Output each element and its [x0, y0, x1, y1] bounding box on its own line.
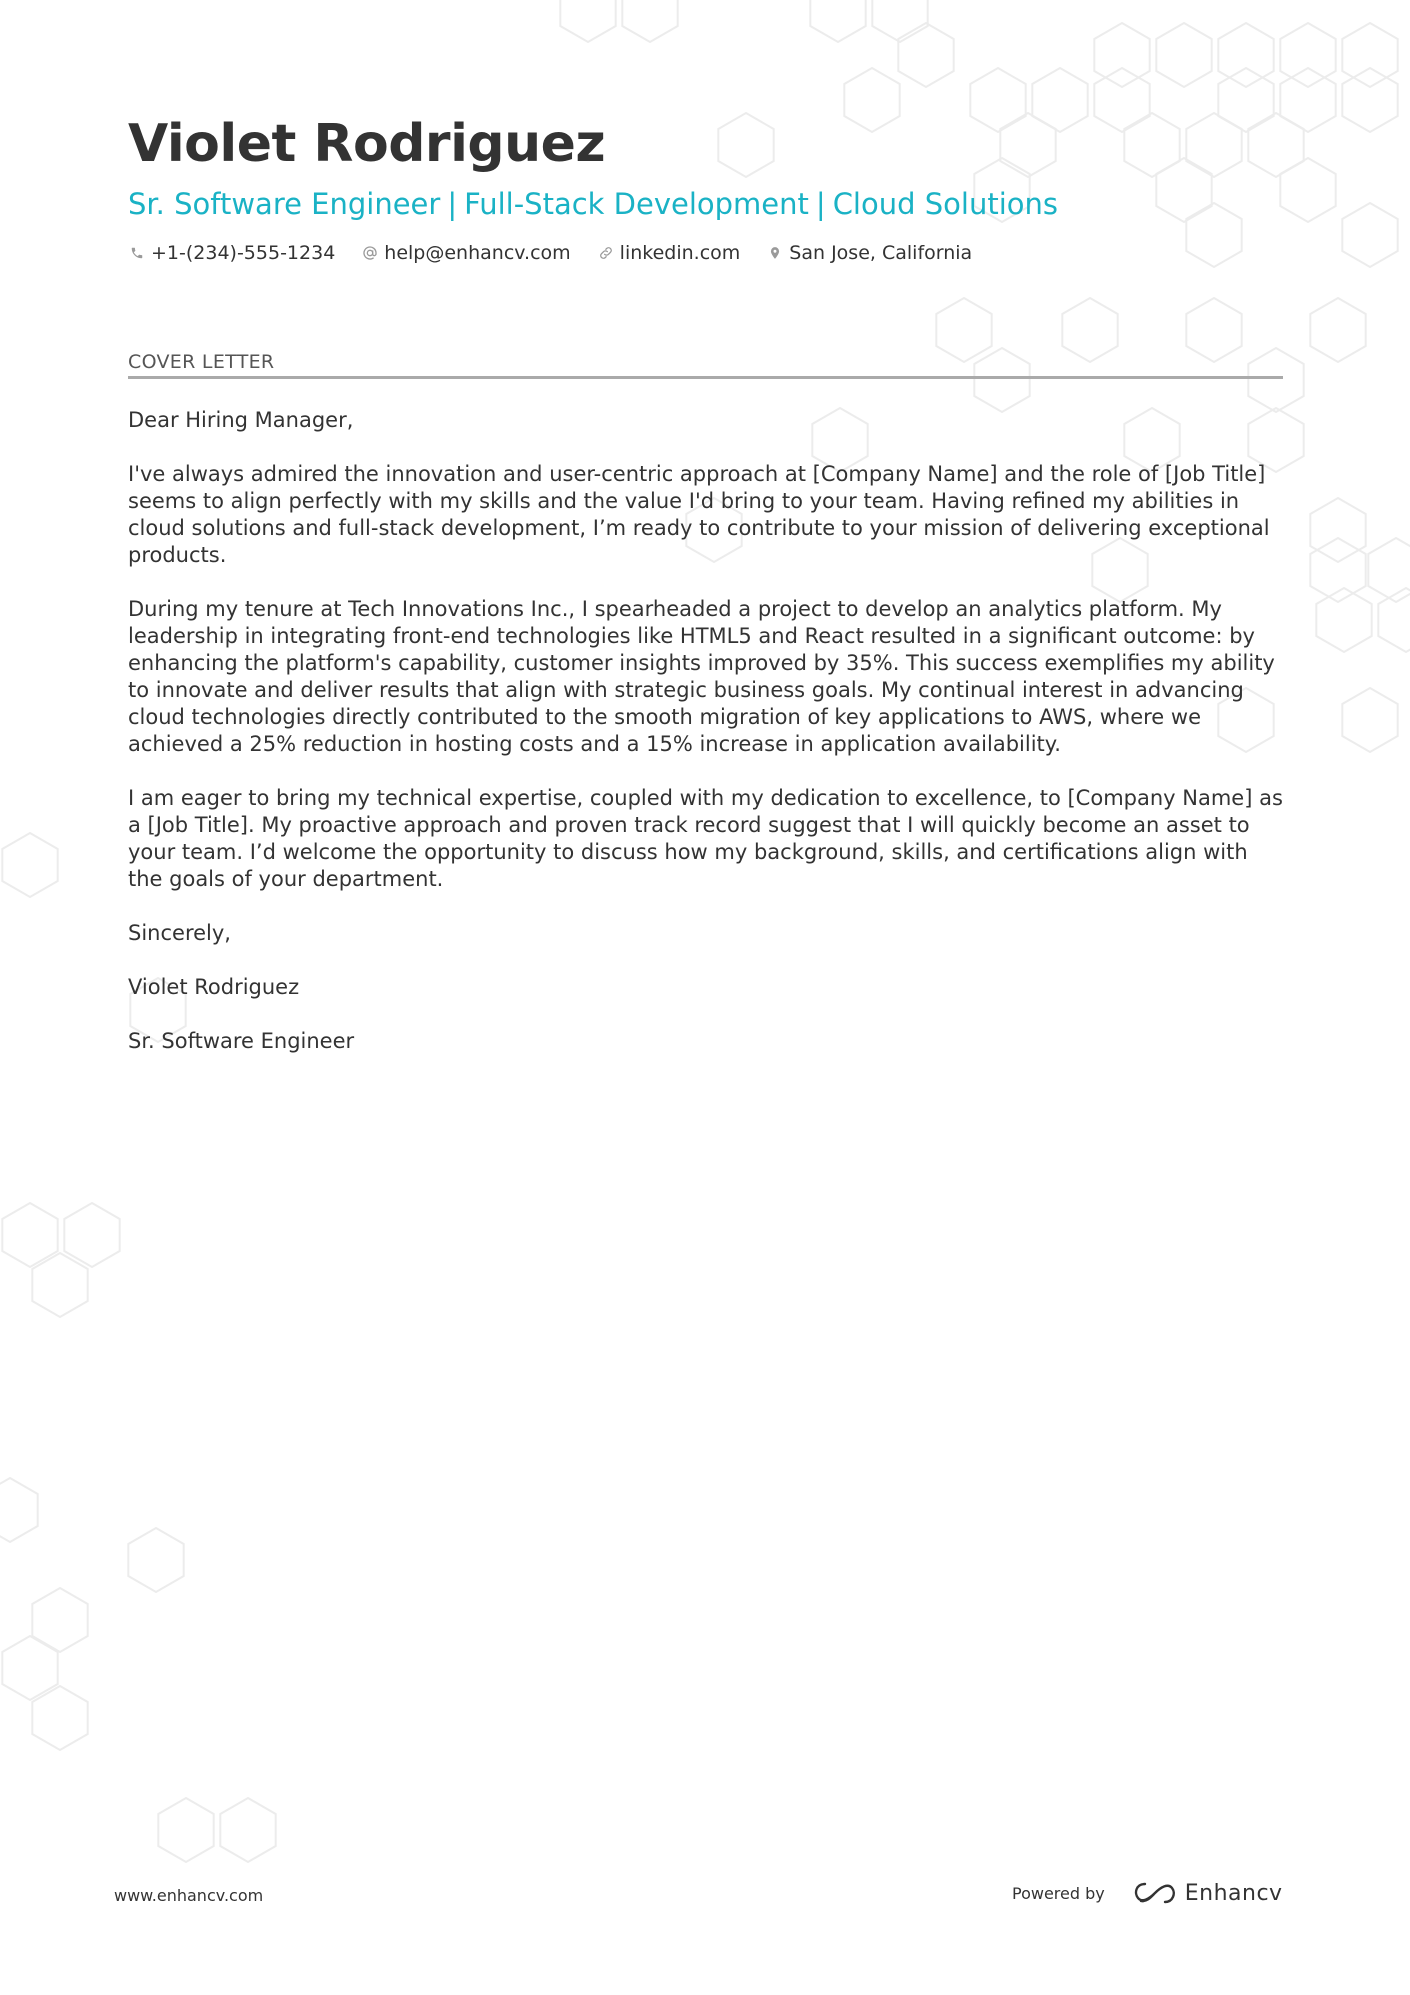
headline-specialty: Full-Stack Development [464, 187, 809, 221]
contact-phone-text: +1-(234)-555-1234 [151, 242, 336, 264]
headline-separator: | [447, 187, 458, 221]
hexagon-shape [1094, 23, 1149, 87]
hexagon-shape [1156, 23, 1211, 87]
headline-focus: Cloud Solutions [832, 187, 1058, 221]
hexagon-shape [128, 1528, 183, 1592]
hexagon-shape [64, 1203, 119, 1267]
hexagon-shape [1310, 498, 1365, 562]
section-title: COVER LETTER [128, 350, 1283, 379]
enhancv-logo [1131, 1880, 1283, 1906]
hexagon-shape [2, 1203, 57, 1267]
hexagon-shape [158, 1798, 213, 1862]
letter-paragraph: I am eager to bring my technical expertise, coupled with my dedication to excellence, to [Company Name] as a [Job Title]. My proactive approach and proven track record suggest that I will quickly become an asset to your team. I’d welcome the opportunity to discuss how my background, skills, and certifications align with the goals of your department. [128, 786, 1283, 891]
hexagon-shape [898, 23, 953, 87]
at-icon [361, 244, 379, 262]
cover-letter-page [128, 112, 1283, 1082]
enhancv-logo-icon [1131, 1880, 1179, 1906]
hexagon-shape [1342, 23, 1397, 87]
letter-closing: Sincerely, [128, 921, 231, 945]
hexagon-shape [872, 0, 927, 42]
hexagon-shape [32, 1686, 87, 1750]
hexagon-shape [0, 1478, 38, 1542]
letter-body [128, 407, 1283, 1055]
hexagon-shape [1310, 298, 1365, 362]
hexagon-shape [1218, 23, 1273, 87]
hexagon-shape [560, 0, 615, 42]
hexagon-shape [1368, 538, 1410, 602]
enhancv-brand-name: Enhancv [1184, 1880, 1283, 1906]
headline-role: Sr. Software Engineer [128, 187, 441, 221]
phone-icon [128, 244, 146, 262]
powered-by-badge[interactable] [1012, 1880, 1283, 1906]
signature-title: Sr. Software Engineer [128, 1029, 355, 1053]
powered-by-label: Powered by [1012, 1883, 1105, 1903]
contact-location [766, 240, 972, 266]
hexagon-shape [1280, 23, 1335, 87]
hexagon-shape [2, 833, 57, 897]
contact-email[interactable] [361, 240, 570, 266]
letter-paragraph: I've always admired the innovation and user-centric approach at [Company Name] and the role of [Job Title] seems to align perfectly with my skills and the value I'd bring to your team. Having refined my abilities in cloud solutions and full-stack development, I’m ready to contribute to your mission of delivering exceptional products. [128, 462, 1270, 567]
headline-separator: | [815, 187, 826, 221]
hexagon-shape [810, 0, 865, 42]
letter-paragraph: During my tenure at Tech Innovations Inc., I spearheaded a project to develop an analytics platform. My leadership in integrating front-end technologies like HTML5 and React resulted in a significant outcome: by enhancing the platform's capability, customer insights improved by 35%. This success exemplifies my ability to innovate and deliver results that align with strategic business goals. My continual interest in advancing cloud technologies directly contributed to the smooth migration of key applications to AWS, where we achieved a 25% reduction in hosting costs and a 15% increase in application availability. [128, 597, 1275, 756]
headline [128, 186, 1283, 222]
contact-location-text: San Jose, California [789, 242, 973, 264]
candidate-name: Violet Rodriguez [128, 114, 606, 174]
hexagon-shape [1342, 203, 1397, 267]
contact-phone[interactable] [128, 240, 335, 266]
link-icon [597, 244, 615, 262]
contact-linkedin-text: linkedin.com [619, 242, 741, 264]
hexagon-shape [1280, 158, 1335, 222]
hexagon-shape [32, 1253, 87, 1317]
hexagon-shape [1342, 688, 1397, 752]
hexagon-shape [1342, 68, 1397, 132]
contact-email-text: help@enhancv.com [384, 242, 571, 264]
contact-bar [128, 240, 1283, 266]
contact-linkedin[interactable] [597, 240, 741, 266]
signature-name: Violet Rodriguez [128, 975, 300, 999]
footer-website-link[interactable]: www.enhancv.com [114, 1886, 264, 1905]
hexagon-shape [220, 1798, 275, 1862]
location-pin-icon [766, 244, 784, 262]
hexagon-shape [622, 0, 677, 42]
hexagon-shape [1280, 68, 1335, 132]
letter-greeting: Dear Hiring Manager, [128, 408, 354, 432]
